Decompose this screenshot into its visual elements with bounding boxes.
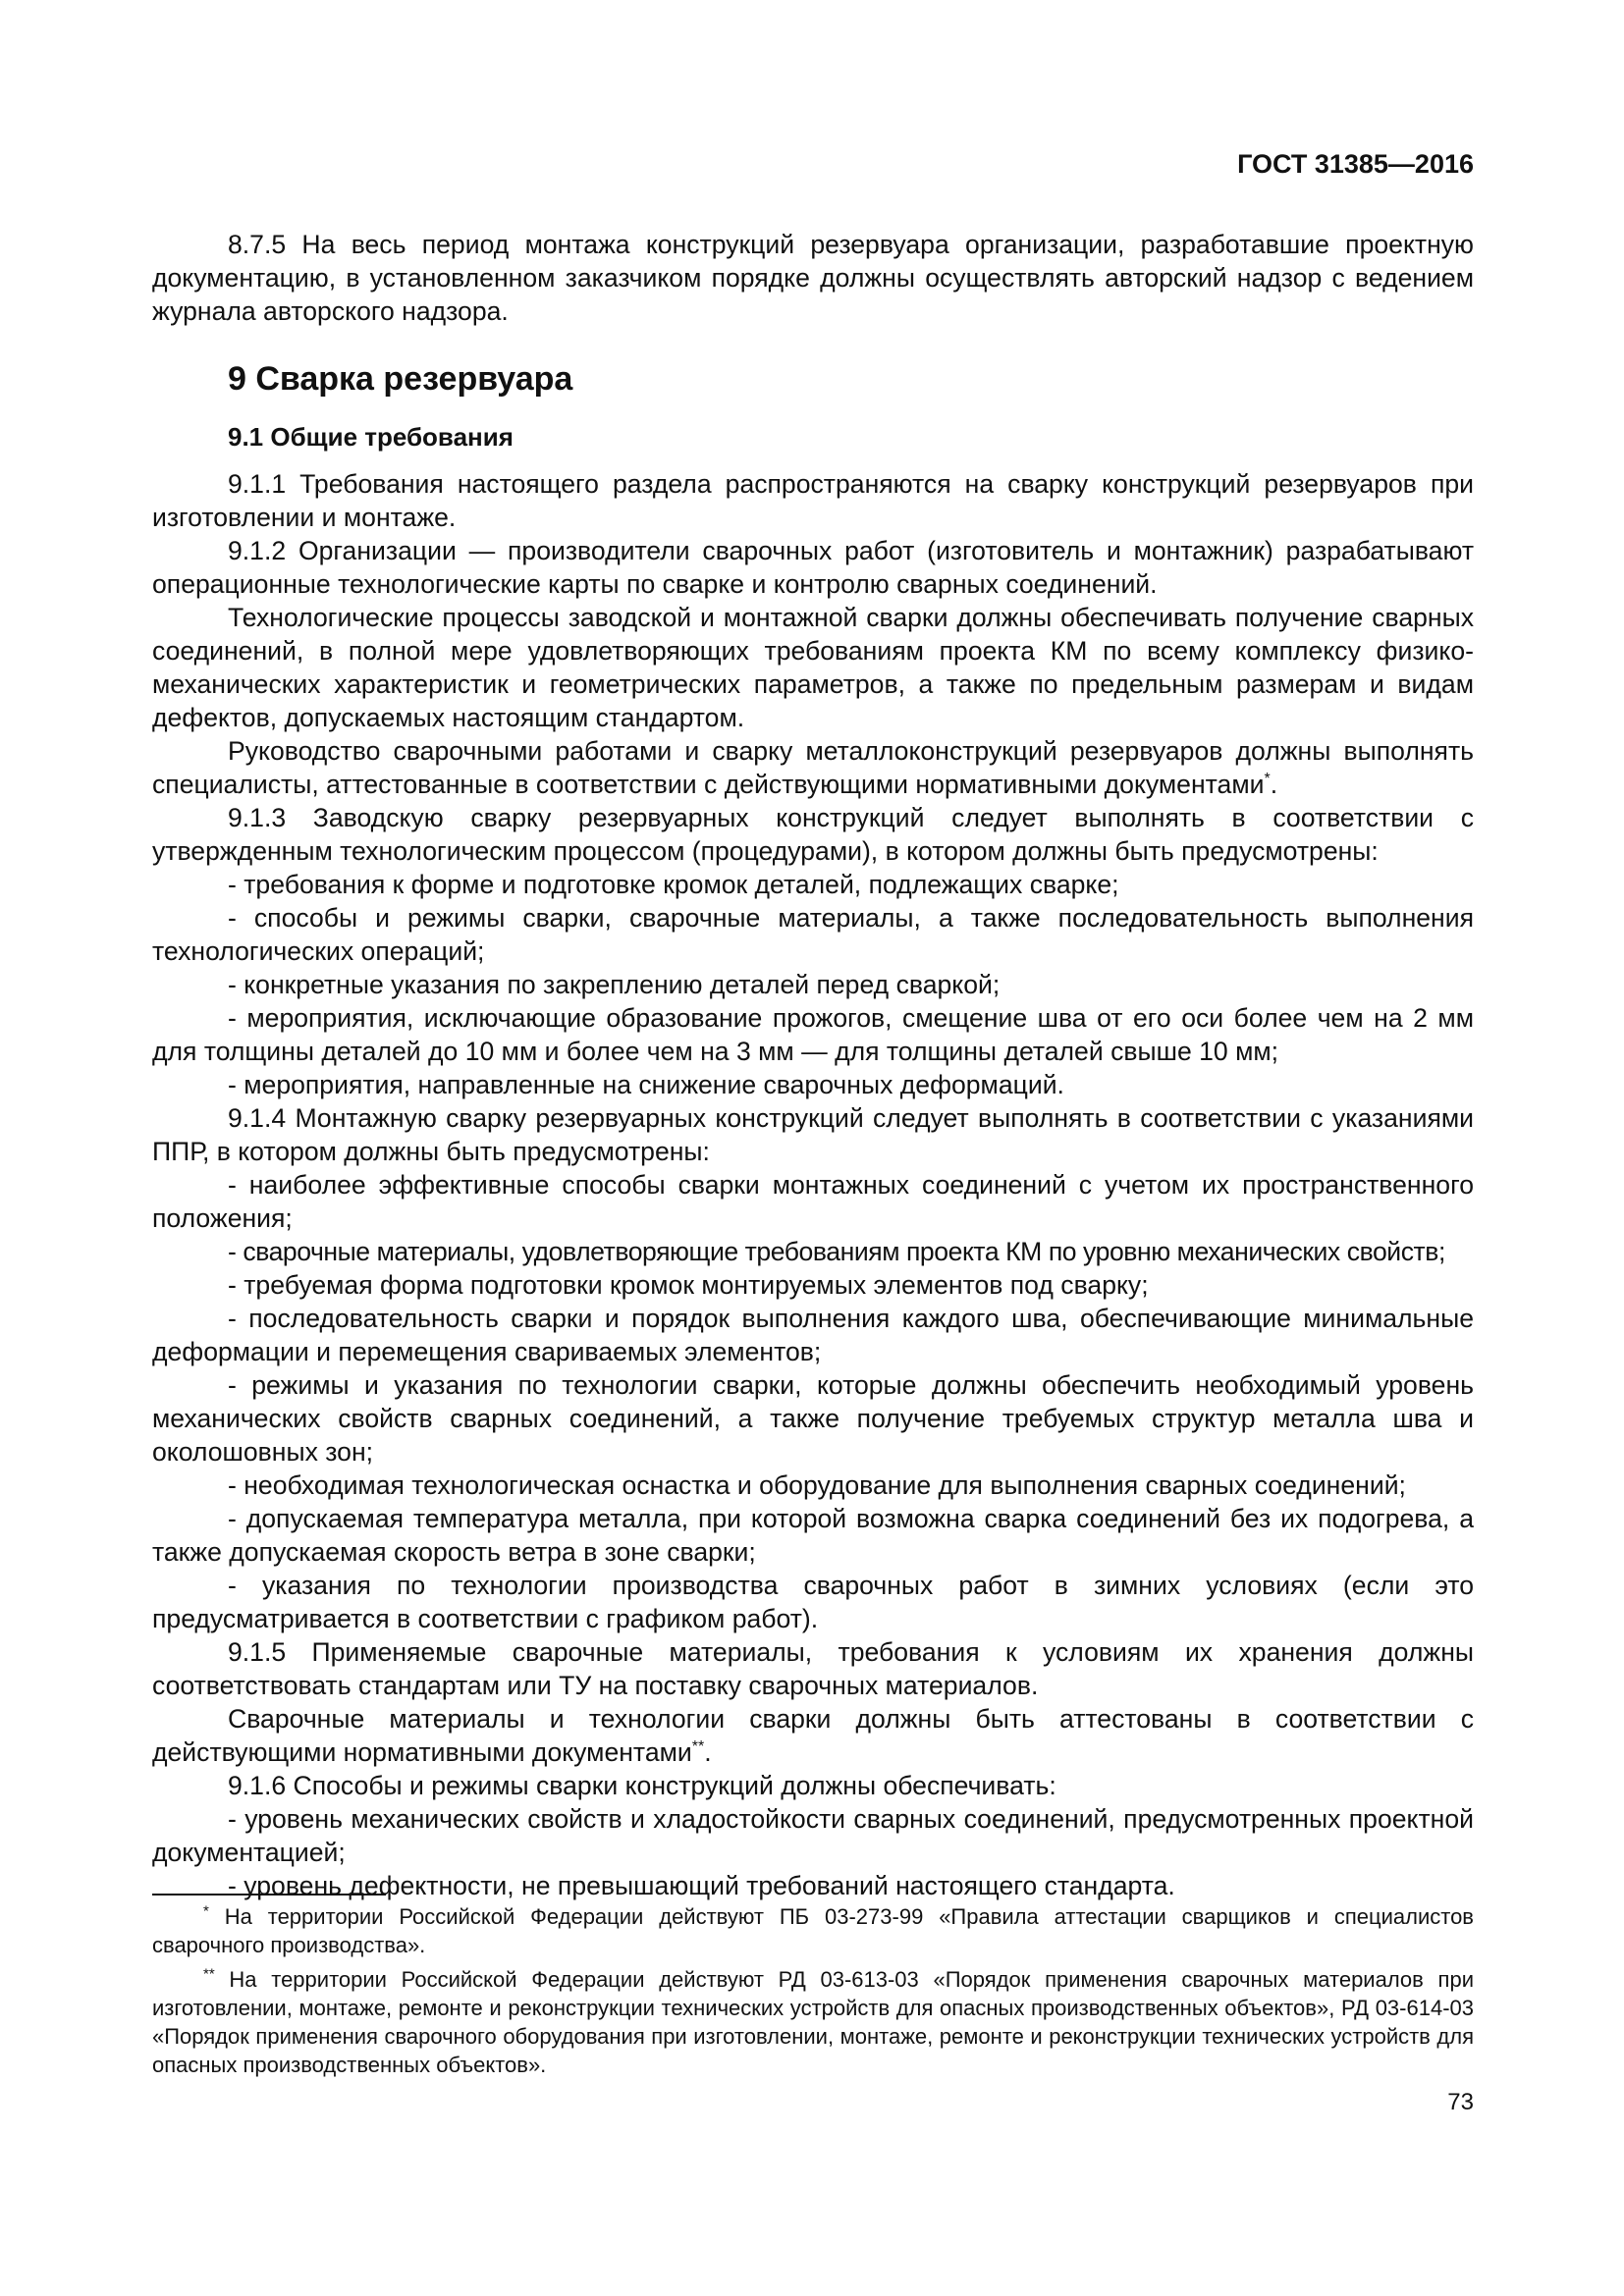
list-item: - необходимая технологическая оснастка и оборудование для выполнения сварных соединений; bbox=[228, 1470, 1406, 1500]
footnote-ref[interactable]: * bbox=[1264, 771, 1271, 788]
paragraph-9-1-2-management: Руководство сварочными работами и сварку металлоконструкций резервуаров должны выполнять специалисты, аттестованные в соответствии с действующими нормативными документами*. bbox=[152, 736, 1474, 799]
paragraph-9-1-2-processes: Технологические процессы заводской и монтажной сварки должны обеспечивать получение сварных соединений, в полной мере удовлетворяющих требованиям проекта КМ по всему комплексу физико-механических характеристик и геометрических параметров, а также по предельным размерам и видам дефектов, допускаемых настоящим стандартом. bbox=[152, 603, 1474, 732]
paragraph-text: Сварочные материалы и технологии сварки должны быть аттестованы в соответствии с действующими нормативными документами bbox=[152, 1704, 1474, 1767]
paragraph-text: Руководство сварочными работами и сварку металлоконструкций резервуаров должны выполнять специалисты, аттестованные в соответствии с действующими нормативными документами bbox=[152, 736, 1474, 799]
list-item: - уровень механических свойств и хладостойкости сварных соединений, предусмотренных проектной документацией; bbox=[152, 1804, 1474, 1867]
footnote-ref[interactable]: ** bbox=[691, 1738, 705, 1756]
subsection-title: 9.1 Общие требования bbox=[228, 422, 514, 452]
list-item: - мероприятия, исключающие образование прожогов, смещение шва от его оси более чем на 2 мм для толщины деталей до 10 мм и более чем на 3 мм — для толщины деталей свыше 10 мм; bbox=[152, 1003, 1474, 1066]
document-header: ГОСТ 31385—2016 bbox=[1237, 149, 1474, 179]
list-item: - сварочные материалы, удовлетворяющие требованиям проекта КМ по уровню механических свойств; bbox=[228, 1237, 1445, 1266]
paragraph-9-1-4: 9.1.4 Монтажную сварку резервуарных конструкций следует выполнять в соответствии с указаниями ППР, в котором должны быть предусмотрены: bbox=[152, 1103, 1474, 1166]
list-item: - режимы и указания по технологии сварки, которые должны обеспечить необходимый уровень механических свойств сварных соединений, а также получение требуемых структур металла шва и околошовных зон; bbox=[152, 1370, 1474, 1467]
list-item: - способы и режимы сварки, сварочные материалы, а также последовательность выполнения технологических операций; bbox=[152, 903, 1474, 966]
list-item: - конкретные указания по закреплению деталей перед сваркой; bbox=[228, 970, 1001, 999]
list-item: - мероприятия, направленные на снижение сварочных деформаций. bbox=[228, 1070, 1064, 1099]
paragraph-9-1-5-certification: Сварочные материалы и технологии сварки должны быть аттестованы в соответствии с действующими нормативными документами**. bbox=[152, 1704, 1474, 1767]
list-item: - допускаемая температура металла, при которой возможна сварка соединений без их подогрева, а также допускаемая скорость ветра в зоне сварки; bbox=[152, 1504, 1474, 1567]
footnote-mark: * bbox=[203, 1902, 209, 1920]
paragraph-9-1-3: 9.1.3 Заводскую сварку резервуарных конструкций следует выполнять в соответствии с утвержденным технологическим процессом (процедурами), в котором должны быть предусмотрены: bbox=[152, 803, 1474, 866]
paragraph-9-1-2: 9.1.2 Организации — производители сварочных работ (изготовитель и монтажник) разрабатывают операционные технологические карты по сварке и контролю сварных соединений. bbox=[152, 536, 1474, 599]
paragraph-9-1-1: 9.1.1 Требования настоящего раздела распространяются на сварку конструкций резервуаров при изготовлении и монтаже. bbox=[152, 469, 1474, 532]
footnote bbox=[152, 1965, 1474, 2079]
list-item: - указания по технологии производства сварочных работ в зимних условиях (если это предусматривается в соответствии с графиком работ). bbox=[152, 1571, 1474, 1633]
list-item: - последовательность сварки и порядок выполнения каждого шва, обеспечивающие минимальные деформации и перемещения свариваемых элементов; bbox=[152, 1304, 1474, 1366]
body-text bbox=[152, 228, 1474, 1902]
footnote bbox=[152, 1902, 1474, 1959]
footnote-divider bbox=[152, 1894, 386, 1896]
list-item: - наиболее эффективные способы сварки монтажных соединений с учетом их пространственного положения; bbox=[152, 1170, 1474, 1233]
list-item: - требуемая форма подготовки кромок монтируемых элементов под сварку; bbox=[228, 1270, 1149, 1300]
page-number: 73 bbox=[1447, 2089, 1474, 2115]
footnotes bbox=[152, 1902, 1474, 2085]
section-title: 9 Сварка резервуара bbox=[228, 360, 573, 398]
footnote-text: На территории Российской Федерации действуют ПБ 03-273-99 «Правила аттестации сварщиков и специалистов сварочного производства». bbox=[152, 1904, 1474, 1957]
list-item: - уровень дефектности, не превышающий требований настоящего стандарта. bbox=[228, 1871, 1175, 1900]
paragraph-9-1-6: 9.1.6 Способы и режимы сварки конструкций должны обеспечивать: bbox=[228, 1771, 1056, 1800]
list-item: - требования к форме и подготовке кромок деталей, подлежащих сварке; bbox=[228, 870, 1119, 899]
footnote-mark: ** bbox=[203, 1965, 215, 1983]
footnote-text: На территории Российской Федерации действуют РД 03-613-03 «Порядок применения сварочных материалов при изготовлении, монтаже, ремонте и реконструкции технических устройств для опасных производственных объектов», РД 03-614-03 «Порядок применения сварочного оборудования при изготовлении, монтаже, ремонте и реконструкции технических устройств для опасных производственных объектов». bbox=[152, 1967, 1474, 2077]
paragraph-8-7-5: 8.7.5 На весь период монтажа конструкций резервуара организации, разработавшие проектную документацию, в установленном заказчиком порядке должны осуществлять авторский надзор с ведением журнала авторского надзора. bbox=[152, 230, 1474, 326]
paragraph-9-1-5: 9.1.5 Применяемые сварочные материалы, требования к условиям их хранения должны соответствовать стандартам или ТУ на поставку сварочных материалов. bbox=[152, 1637, 1474, 1700]
